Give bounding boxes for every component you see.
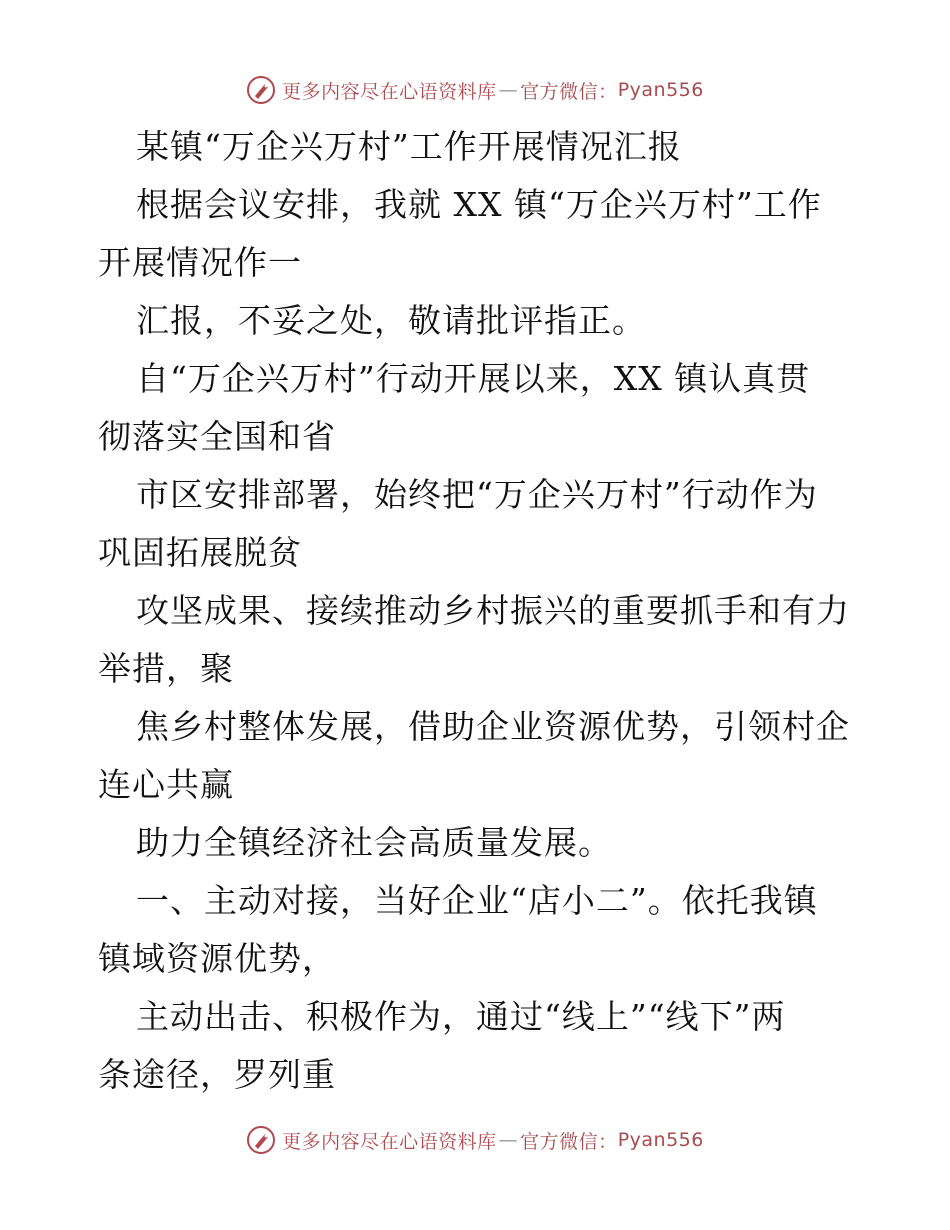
document-line: 镇域资源优势，: [98, 939, 336, 978]
document-line: 连心共赢: [98, 765, 234, 804]
document-body: [98, 118, 858, 1104]
watermark-site-text: 更多内容尽在心语资料库: [282, 80, 497, 103]
document-line: 汇报，不妥之处，敬请批评指正。: [136, 301, 646, 340]
footer-watermark: [0, 1120, 950, 1160]
header-watermark: [0, 70, 950, 110]
document-line: 举措，聚: [98, 649, 234, 688]
document-line: 彻落实全国和省: [98, 417, 336, 456]
document-line: 某镇“万企兴万村”工作开展情况汇报: [136, 127, 682, 166]
pen-nib-logo-icon: [246, 1125, 276, 1155]
document-line: 攻坚成果、接续推动乡村振兴的重要抓手和有力: [136, 591, 850, 630]
document-line: 根据会议安排，我就 XX 镇“万企兴万村”工作: [136, 185, 822, 224]
watermark-site-text: 更多内容尽在心语资料库: [282, 1130, 497, 1153]
document-line: 市区安排部署，始终把“万企兴万村”行动作为: [136, 475, 818, 514]
watermark-separator: —: [498, 79, 519, 101]
document-line: 主动出击、积极作为，通过“线上”“线下”两: [136, 997, 786, 1036]
document-line: 条途径，罗列重: [98, 1055, 336, 1094]
document-line: 焦乡村整体发展，借助企业资源优势，引领村企: [136, 707, 850, 746]
pen-nib-logo-icon: [246, 75, 276, 105]
watermark-wechat-label: 官方微信：: [520, 1130, 618, 1153]
document-line: 一、主动对接，当好企业“店小二”。依托我镇: [136, 881, 818, 920]
watermark-separator: —: [498, 1129, 519, 1151]
document-line: 自“万企兴万村”行动开展以来，XX 镇认真贯: [136, 359, 811, 398]
document-line: 巩固拓展脱贫: [98, 533, 302, 572]
document-line: 开展情况作一: [98, 243, 302, 282]
watermark-wechat-id: Pyan556: [617, 1129, 704, 1151]
watermark-wechat-id: Pyan556: [617, 79, 704, 101]
watermark-wechat-label: 官方微信：: [520, 80, 618, 103]
document-line: 助力全镇经济社会高质量发展。: [136, 823, 612, 862]
